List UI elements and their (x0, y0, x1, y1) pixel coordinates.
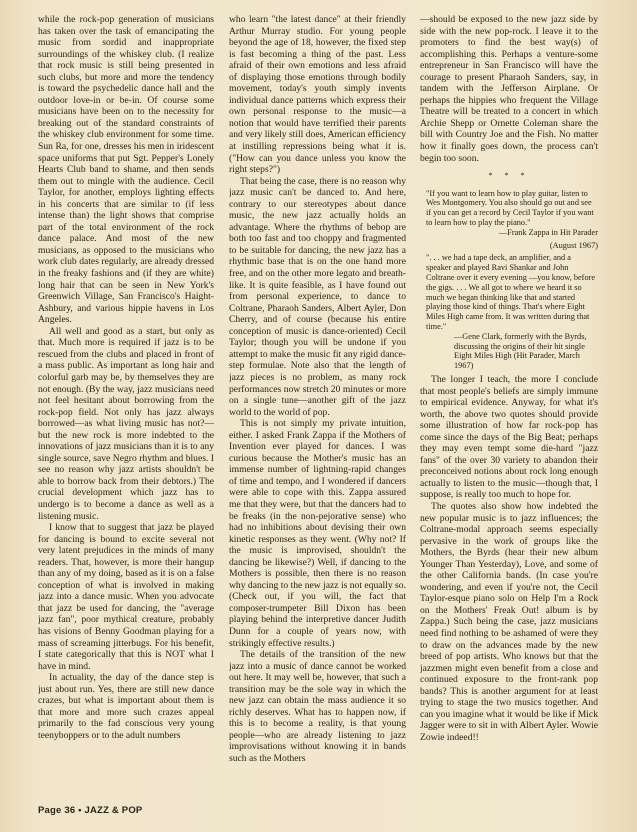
paragraph: All well and good as a start, but only as that. Much more is required if jazz is to be rescued from the clubs and placed in front of a mass public. As important as long hair and colorful garb may be, by themselves they are not enough. (By the way, jazz musicians need not feel hesitant about borrowing from the rock-pop field. Not only has jazz always borrowed—as what living music has not?—but the new rock is more indebted to the innovations of jazz musicians than it is to any single source, save Negro rhythm and blues. I see no reason why jazz artists shouldn't be able to borrow back from their debtors.) The crucial development which jazz has to undergo is to become a dance as well as a listening music. (38, 325, 214, 522)
pull-quote-clark (426, 253, 598, 331)
quote-attribution: —Frank Zappa in Hit Parader (498, 227, 598, 237)
section-break: * * * (488, 171, 530, 181)
pull-quote-zappa (426, 189, 598, 228)
quote-date: (August 1967) (549, 240, 598, 250)
paragraph: —should be exposed to the new jazz side by side with the new pop-rock. I leave it to the promoters to find the best way(s) of accomplishing this. Perhaps a venture-some entrepreneur in San Francisco will have the courage to present Pharaoh Sanders, say, in tandem with the Jefferson Airplane. Or perhaps the hippies who frequent the Village Theatre will be treated to a concert in which Archie Shepp or Ornette Coleman share the bill with Country Joe and the Fish. No matter how it finally goes down, the process can't begin too soon. (420, 14, 598, 164)
paragraph: The details of the transition of the new jazz into a music of dance cannot be worked out here. It may well be, however, that such a transition may be the sole way in which the new jazz can obtain the mass audience it so richly deserves. What has to happen now, if this is to become a reality, is that young people—who are already listening to jazz improvisations without knowing it in bands such as the Mothers (229, 649, 406, 764)
paragraph: while the rock-pop generation of musicians has taken over the task of emancipating the music from sordid and inappropriate surroundings of the whiskey club. (I realize that rock music is still being presented in such clubs, but more and more the tendency is toward the psychedelic dance hall and the outdoor love-in or be-in. Of course some musicians have been on to the necessity for breaking out of the standard constraints of the whiskey club environment for some time. Sun Ra, for one, dresses his men in iridescent space uniforms that put Sgt. Pepper's Lonely Hearts Club band to shame, and then sends them out to mingle with the audience. Cecil Taylor, for another, employs lighting effects in his concerts that are similar to (if less intense than) the light shows that comprise part of the total environment of the rock dance palace. And most of the new musicians, as opposed to the musicians who work club dates regularly, are already dressed in the freaky fashions and (if they are white) long hair that can be seen in New York's Greenwich Village, San Francisco's Haight-Ashbury, and various hippie havens in Los Angeles. (38, 14, 214, 326)
paragraph: The quotes also show how indebted the new popular music is to jazz influences; the Coltrane-modal approach seems especially pervasive in the work of groups like the Mothers, the Byrds (hear their new album Younger Than Yesterday), Love, and some of the other California bands. (In case you're wondering, and even if you're not, the Cecil Taylor-esque piano solo on Help I'm a Rock on the Mothers' Freak Out! album is by Zappa.) Such being the case, jazz musicians need find nothing to be ashamed of were they to draw on the advances made by the new breed of pop artists. Who knows but that the jazzmen might even benefit from a close and continued exposure to the front-rank pop bands? This is another argument for at least trying to stage the two musics together. And can you imagine what it would be like if Mick Jagger were to sit in with Albert Ayler. Wowie Zowie indeed!! (420, 501, 598, 743)
quote-attribution: —Gene Clark, formerly with the Byrds, discussing the origins of their hit single Eight Miles High (Hit Parader, March 1967) (454, 331, 587, 371)
quote-text: ". . . we had a tape deck, an amplifier, and a speaker and played Ravi Shankar and John Coltrane over it every evening —you know, before the gigs. . . . We all got to where we heard it so much we began thinking like that and started playing those kind of things. That's where Eight Miles High came from. It was written during that time." (426, 253, 596, 332)
article-column-2 (229, 14, 406, 804)
quote-text: "If you want to learn how to play guitar, listen to Wes Montgomery. You also should go out and see if you can get a record by Cecil Taylor if you want to learn how to play the piano." (426, 188, 594, 228)
article-column-1 (38, 14, 214, 804)
paragraph: That being the case, there is no reason why jazz music can't be danced to. And here, contrary to our stereotypes about dance music, the new jazz actually holds an advantage. Where the rhythms of bebop are both too fast and too choppy and fragmented to be suitable for dancing, the new jazz has a rhythmic base that is on the one hand more free, and on the other more legato and breath-like. It is quite feasible, as I have found out from personal experience, to dance to Coltrane, Pharaoh Sanders, Albert Ayler, Don Cherry, and of course (because his entire conception of music is dance-oriented) Cecil Taylor; though you will be undone if you attempt to make the music fit any rigid dance-step formulae. Note also that the length of jazz pieces is no problem, as many rock performances now stretch 20 minutes or more on a single tune—another gift of the jazz world to the world of pop. (229, 175, 406, 418)
paragraph: who learn "the latest dance" at their friendly Arthur Murray studio. For young people beyond the age of 18, however, the fixed step is fast becoming a thing of the past. Less afraid of their own emotions and less afraid of displaying those emotions through bodily movement, today's youth simply invents individual dance patterns which express their own personal response to the music—a notion that would have terrified their parents and very likely still does, American efficiency at instilling repressions being what it is. ("How can you dance unless you know the right steps?") (229, 14, 406, 176)
paragraph: I know that to suggest that jazz be played for dancing is bound to excite several not very latent prejudices in the minds of many readers. That, however, is more their hangup than any of my doing, based as it is on a false conception of what is involved in making jazz into a dance music. When you advocate that jazz be used for dancing, the "average jazz fan", poor mythical creature, probably has visions of Benny Goodman playing for a mass of screaming jitterbugs. For his benefit, I state categorically that this is NOT what I have in mind. (38, 522, 214, 672)
article-column-3 (420, 14, 598, 804)
paragraph: This is not simply my private intuition, either. I asked Frank Zappa if the Mothers of Invention ever played for dances. I was curious because the Mother's music has an immense number of lightning-rapid changes of time and tempo, and I wondered if dancers were able to cope with this. Zappa assured me that they were, but that the dancers had to be freaks (in the non-pejorative sense) who had no inhibitions about devising their own kinetic responses as they went. (Why not? If the music is improvised, shouldn't the dancing be likewise?) Well, if dancing to the Mothers is possible, then there is no reason why dancing to the new jazz is not equally so. (Check out, if you will, the fact that composer-trumpeter Bill Dixon has been playing behind the interpretive dancer Judith Dunn for a couple of years now, with strikingly effective results.) (229, 418, 406, 649)
paragraph: In actuality, the day of the dance step is just about run. Yes, there are still new dance crazes, but what is important about them is that more and more such crazes appeal primarily to the fad conscious very young teenyboppers or to the adult numbers (38, 672, 214, 741)
paragraph: The longer I teach, the more I conclude that most people's beliefs are simply immune to empirical evidence. Anyway, for what it's worth, the above two quotes should provide some illustration of how far rock-pop has come since the days of the Big Beat; perhaps they may even tempt some die-hard "jazz fans" of the over 30 variety to abandon their preconceived notions about rock long enough actually to listen to the music—though that, I suppose, is really too much to hope for. (420, 374, 598, 501)
page-footer: Page 36 • JAZZ & POP (38, 805, 143, 816)
